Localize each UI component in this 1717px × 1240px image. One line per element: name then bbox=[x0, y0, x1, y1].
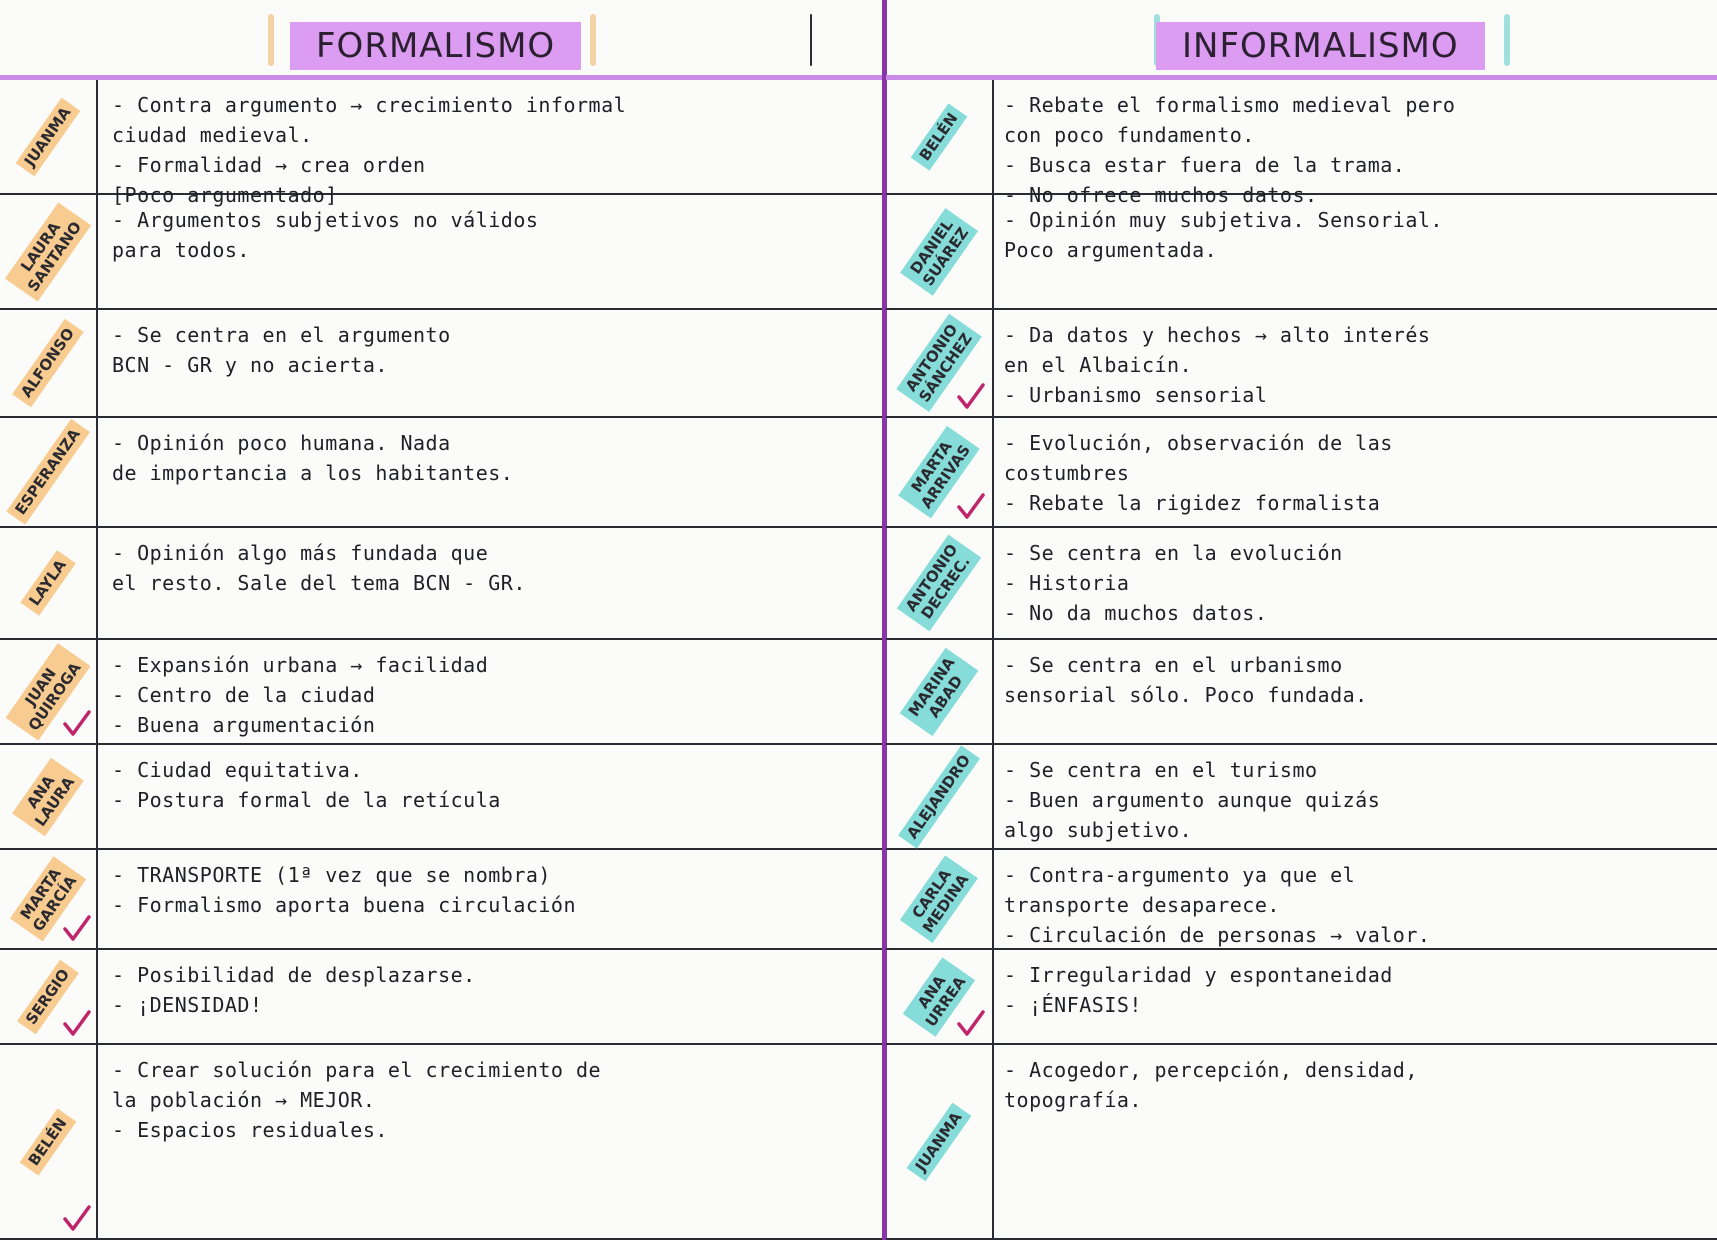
notes-list bbox=[112, 1055, 876, 1145]
table-row bbox=[0, 195, 886, 310]
note-line: topografía. bbox=[1004, 1088, 1142, 1112]
note-line: - Historia bbox=[1004, 571, 1130, 595]
highlighter-mark bbox=[268, 14, 274, 66]
name-cell bbox=[0, 1045, 98, 1238]
notes-list bbox=[112, 90, 876, 210]
note-line: - Formalismo aporta buena circulación bbox=[112, 893, 577, 917]
formalismo-header bbox=[0, 0, 886, 80]
note-line: [Poco argumentado] bbox=[112, 183, 338, 207]
note-line: - Contra-argumento ya que el bbox=[1004, 863, 1356, 887]
note-line: - Formalidad → crea orden bbox=[112, 153, 426, 177]
notes-list bbox=[1004, 320, 1707, 410]
note-line: de importancia a los habitantes. bbox=[112, 461, 514, 485]
name-cell bbox=[886, 950, 994, 1043]
note-line: - Irregularidad y espontaneidad bbox=[1004, 963, 1393, 987]
notes-list bbox=[112, 428, 876, 488]
name-cell bbox=[886, 310, 994, 416]
student-name: ANA URREA bbox=[903, 957, 975, 1037]
note-line: - Contra argumento → crecimiento informal bbox=[112, 93, 627, 117]
name-cell bbox=[886, 195, 994, 308]
notes-list bbox=[112, 650, 876, 740]
note-line: - TRANSPORTE (1ª vez que se nombra) bbox=[112, 863, 551, 887]
name-cell bbox=[0, 80, 98, 193]
table-row bbox=[886, 80, 1717, 207]
highlighter-mark bbox=[590, 14, 596, 66]
check-icon bbox=[62, 1009, 92, 1037]
note-line: BCN - GR y no acierta. bbox=[112, 353, 388, 377]
note-line: - Acogedor, percepción, densidad, bbox=[1004, 1058, 1418, 1082]
notes-list bbox=[1004, 650, 1707, 710]
table-row bbox=[886, 310, 1717, 418]
note-line: sensorial sólo. Poco fundada. bbox=[1004, 683, 1368, 707]
informalismo-header bbox=[886, 0, 1717, 80]
student-name: DANIEL SUÁREZ bbox=[900, 208, 978, 296]
note-line: - No ofrece muchos datos. bbox=[1004, 183, 1318, 207]
student-name: MARTA ARRIVAS bbox=[898, 426, 980, 519]
note-line: para todos. bbox=[112, 238, 250, 262]
notes-list bbox=[1004, 205, 1707, 265]
highlighter-mark bbox=[1504, 14, 1510, 66]
student-name: BELÉN bbox=[20, 1108, 77, 1175]
name-cell bbox=[0, 745, 98, 848]
name-cell bbox=[886, 1045, 994, 1238]
table-row bbox=[886, 640, 1717, 745]
name-cell bbox=[0, 418, 98, 526]
notes-list bbox=[112, 320, 876, 380]
student-name: JUANMA bbox=[907, 1102, 972, 1181]
name-cell bbox=[886, 418, 994, 526]
notes-list bbox=[1004, 428, 1707, 518]
note-line: - Argumentos subjetivos no válidos bbox=[112, 208, 539, 232]
table-row bbox=[886, 950, 1717, 1045]
note-line: - Ciudad equitativa. bbox=[112, 758, 363, 782]
table-row bbox=[0, 528, 886, 640]
informalismo-column bbox=[886, 0, 1717, 1240]
name-cell bbox=[0, 195, 98, 308]
note-line: Poco argumentada. bbox=[1004, 238, 1218, 262]
check-icon bbox=[62, 709, 92, 737]
table-row bbox=[0, 80, 886, 207]
note-line: - Se centra en el argumento bbox=[112, 323, 451, 347]
note-line: - Evolución, observación de las bbox=[1004, 431, 1393, 455]
pen-mark bbox=[810, 14, 812, 66]
note-line: - Postura formal de la retícula bbox=[112, 788, 501, 812]
student-name: ANTONIO DECREC. bbox=[897, 535, 981, 632]
name-cell bbox=[0, 528, 98, 638]
student-name: MARINA ABAD bbox=[900, 647, 979, 735]
table-row bbox=[0, 745, 886, 850]
check-icon bbox=[956, 1009, 986, 1037]
name-cell bbox=[886, 850, 994, 948]
notes-list bbox=[112, 538, 876, 598]
student-name: JUAN QUIROGA bbox=[6, 643, 91, 740]
student-name: MARTA GARCÍA bbox=[10, 857, 86, 942]
table-row bbox=[886, 528, 1717, 640]
notes-list bbox=[1004, 755, 1707, 845]
notes-list bbox=[112, 755, 876, 815]
student-name: JUANMA bbox=[16, 97, 81, 176]
note-line: - Buen argumento aunque quizás bbox=[1004, 788, 1381, 812]
note-line: - No da muchos datos. bbox=[1004, 601, 1268, 625]
notes-list bbox=[112, 860, 876, 920]
table-row bbox=[0, 1045, 886, 1240]
student-name: ALEJANDRO bbox=[898, 745, 980, 848]
table-row bbox=[886, 745, 1717, 850]
check-icon bbox=[956, 492, 986, 520]
name-cell bbox=[886, 745, 994, 848]
student-name: LAURA SANTANO bbox=[5, 202, 91, 301]
check-icon bbox=[62, 1204, 92, 1232]
student-name: CARLA MEDINA bbox=[900, 855, 978, 943]
student-name: ALFONSO bbox=[12, 319, 84, 408]
table-row bbox=[886, 195, 1717, 310]
note-line: - Busca estar fuera de la trama. bbox=[1004, 153, 1406, 177]
student-name: SERGIO bbox=[17, 959, 79, 1034]
student-name: ESPERANZA bbox=[6, 419, 89, 524]
student-name: ANTONIO SÁNCHEZ bbox=[896, 314, 981, 412]
notes-list bbox=[112, 960, 876, 1020]
note-line: - Buena argumentación bbox=[112, 713, 376, 737]
note-line: en el Albaicín. bbox=[1004, 353, 1193, 377]
note-line: el resto. Sale del tema BCN - GR. bbox=[112, 571, 526, 595]
note-line: - ¡DENSIDAD! bbox=[112, 993, 263, 1017]
notes-list bbox=[1004, 538, 1707, 628]
note-line: con poco fundamento. bbox=[1004, 123, 1255, 147]
table-row bbox=[0, 640, 886, 745]
note-line: - Expansión urbana → facilidad bbox=[112, 653, 489, 677]
note-line: - Espacios residuales. bbox=[112, 1118, 388, 1142]
note-line: - Se centra en la evolución bbox=[1004, 541, 1343, 565]
name-cell bbox=[0, 950, 98, 1043]
check-icon bbox=[62, 914, 92, 942]
student-name: BELÉN bbox=[911, 103, 968, 170]
student-name: LAYLA bbox=[20, 550, 75, 615]
name-cell bbox=[886, 640, 994, 743]
note-line: la población → MEJOR. bbox=[112, 1088, 376, 1112]
table-row bbox=[0, 850, 886, 950]
table-row bbox=[0, 950, 886, 1045]
note-line: - Crear solución para el crecimiento de bbox=[112, 1058, 602, 1082]
name-cell bbox=[886, 528, 994, 638]
note-line: - Circulación de personas → valor. bbox=[1004, 923, 1431, 947]
table-row bbox=[0, 310, 886, 418]
table-row bbox=[0, 418, 886, 528]
notes-list bbox=[1004, 960, 1707, 1020]
note-line: algo subjetivo. bbox=[1004, 818, 1193, 842]
note-line: - Rebate la rigidez formalista bbox=[1004, 491, 1381, 515]
notes-list bbox=[1004, 90, 1707, 210]
note-line: ciudad medieval. bbox=[112, 123, 313, 147]
informalismo-title: INFORMALISMO bbox=[1156, 22, 1485, 70]
notes-list bbox=[1004, 1055, 1707, 1115]
note-line: - Se centra en el turismo bbox=[1004, 758, 1318, 782]
check-icon bbox=[956, 382, 986, 410]
notes-list bbox=[1004, 860, 1707, 950]
student-name: ANA LAURA bbox=[12, 757, 84, 836]
name-cell bbox=[0, 640, 98, 743]
note-line: - Posibilidad de desplazarse. bbox=[112, 963, 476, 987]
name-cell bbox=[0, 850, 98, 948]
note-line: - Rebate el formalismo medieval pero bbox=[1004, 93, 1456, 117]
note-line: - Opinión poco humana. Nada bbox=[112, 431, 451, 455]
table-row bbox=[886, 1045, 1717, 1240]
table-row bbox=[886, 418, 1717, 528]
note-line: - Se centra en el urbanismo bbox=[1004, 653, 1343, 677]
formalismo-title: FORMALISMO bbox=[290, 22, 581, 70]
notes-list bbox=[112, 205, 876, 265]
table-row bbox=[886, 850, 1717, 950]
note-line: - Opinión algo más fundada que bbox=[112, 541, 489, 565]
note-line: - Da datos y hechos → alto interés bbox=[1004, 323, 1431, 347]
name-cell bbox=[886, 80, 994, 193]
note-line: transporte desaparece. bbox=[1004, 893, 1280, 917]
note-line: costumbres bbox=[1004, 461, 1130, 485]
note-line: - ¡ÉNFASIS! bbox=[1004, 993, 1142, 1017]
note-line: - Opinión muy subjetiva. Sensorial. bbox=[1004, 208, 1443, 232]
note-line: - Centro de la ciudad bbox=[112, 683, 376, 707]
name-cell bbox=[0, 310, 98, 416]
note-line: - Urbanismo sensorial bbox=[1004, 383, 1268, 407]
